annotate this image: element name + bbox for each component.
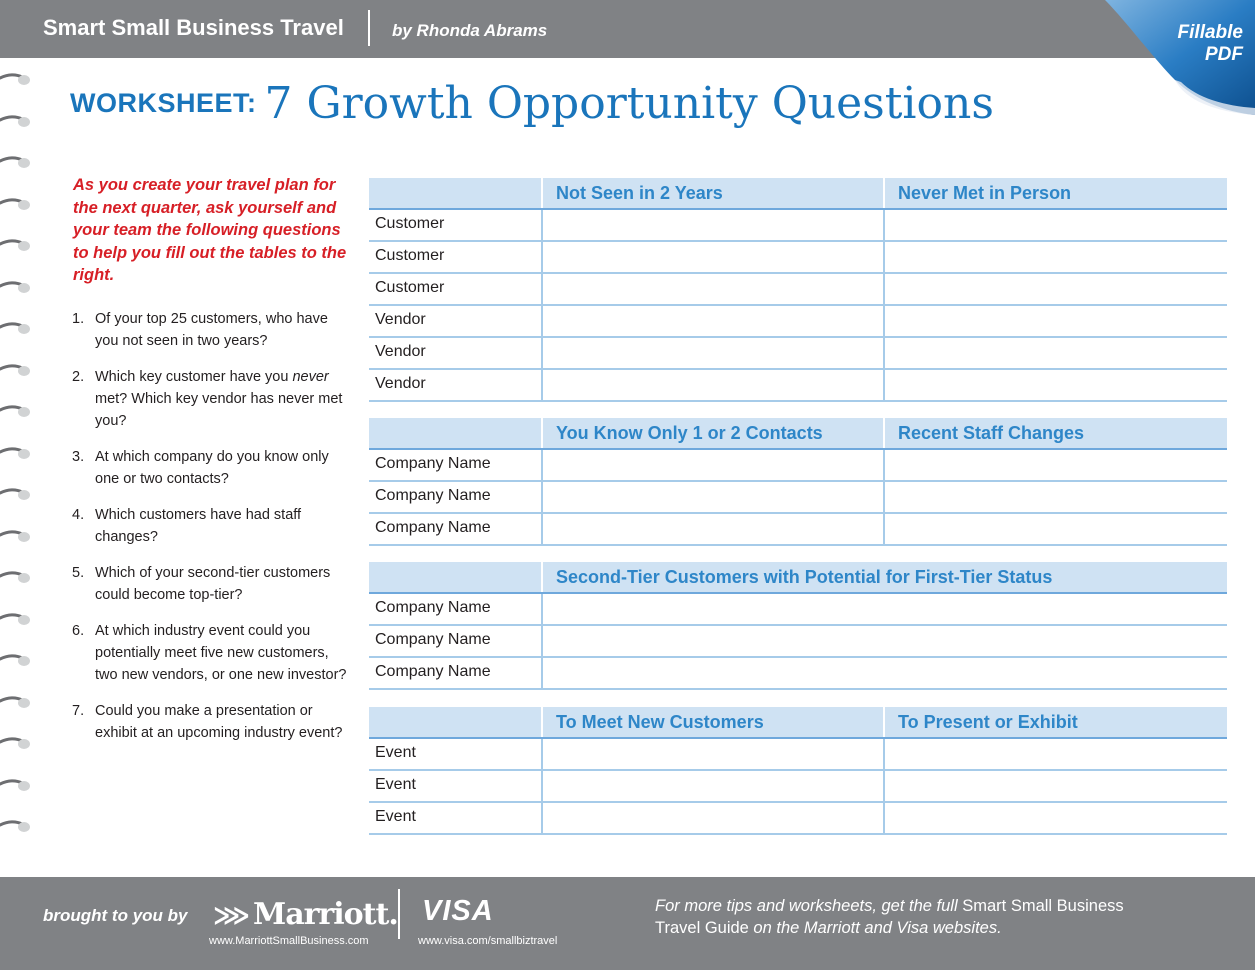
fillable-pdf-badge (1178, 22, 1243, 66)
row-label: Company Name (375, 487, 491, 504)
column-rule (883, 482, 885, 512)
column-rule (883, 771, 885, 801)
column-rule (541, 658, 543, 688)
column-rule (541, 803, 543, 833)
column-header: Recent Staff Changes (898, 423, 1085, 443)
table-row (369, 594, 1227, 626)
table-row (369, 739, 1227, 771)
question-item (72, 366, 347, 432)
table-row (369, 338, 1227, 370)
row-label: Vendor (375, 311, 426, 328)
table-row (369, 482, 1227, 514)
row-label: Event (375, 808, 416, 825)
question-text-post: met? Which key vendor has never met you? (95, 391, 343, 429)
marriott-wordmark: Marriott. (252, 897, 398, 932)
binding-ring-icon (0, 153, 32, 173)
binding-ring-icon (0, 485, 32, 505)
table-row (369, 210, 1227, 242)
binding-ring-icon (0, 112, 32, 132)
question-text: Could you make a presentation or exhibit at an upcoming industry event? (95, 703, 343, 741)
table-row (369, 306, 1227, 338)
footer-note-part3: Travel Guide (655, 919, 749, 937)
question-item (72, 446, 347, 490)
table-header (369, 562, 1227, 594)
question-number: 5. (72, 565, 85, 581)
row-label: Company Name (375, 599, 491, 616)
column-rule (883, 306, 885, 336)
table-second-tier (369, 562, 1227, 690)
footer-note-part2: Smart Small Business (962, 897, 1124, 915)
table-row (369, 242, 1227, 274)
question-emphasis: never (292, 369, 329, 385)
binding-ring-icon (0, 444, 32, 464)
column-rule (883, 210, 885, 240)
column-rule (883, 274, 885, 304)
marriott-logo (213, 897, 398, 932)
row-label: Customer (375, 215, 445, 232)
binding-ring-icon (0, 236, 32, 256)
header-separator (541, 178, 543, 208)
table-customers-vendors (369, 178, 1227, 402)
header-separator (541, 418, 543, 448)
footer-note (655, 895, 1215, 939)
visa-logo: VISA (422, 895, 494, 927)
column-rule (541, 739, 543, 769)
column-header: Never Met in Person (898, 183, 1072, 203)
binding-ring-icon (0, 610, 32, 630)
row-label: Vendor (375, 343, 426, 360)
binding-ring-icon (0, 278, 32, 298)
binding-ring-icon (0, 817, 32, 837)
column-rule (541, 514, 543, 544)
header-divider (368, 10, 370, 46)
table-row (369, 274, 1227, 306)
badge-line1: Fillable (1177, 22, 1243, 43)
column-rule (541, 594, 543, 624)
column-rule (883, 514, 885, 544)
question-number: 4. (72, 507, 85, 523)
question-text: Which customers have had staff changes? (95, 507, 302, 545)
visa-link[interactable]: www.visa.com/smallbiztravel (418, 935, 558, 947)
column-rule (883, 803, 885, 833)
column-rule (541, 306, 543, 336)
column-rule (883, 370, 885, 400)
table-row (369, 370, 1227, 402)
marriott-emblem-icon: ⋙ (213, 901, 249, 931)
column-rule (541, 274, 543, 304)
column-rule (541, 370, 543, 400)
column-header: To Meet New Customers (556, 712, 764, 732)
question-number: 3. (72, 449, 85, 465)
table-row (369, 658, 1227, 690)
header-separator (883, 178, 885, 208)
column-rule (883, 450, 885, 480)
marriott-link[interactable]: www.MarriottSmallBusiness.com (209, 935, 369, 947)
question-text: At which company do you know only one or two contacts? (95, 449, 329, 487)
table-header (369, 418, 1227, 450)
column-rule (883, 739, 885, 769)
question-item (72, 562, 347, 606)
row-label: Company Name (375, 519, 491, 536)
binding-ring-icon (0, 195, 32, 215)
question-text-pre: Which key customer have you (95, 369, 293, 385)
binding-ring-icon (0, 361, 32, 381)
binding-ring-icon (0, 568, 32, 588)
column-header: You Know Only 1 or 2 Contacts (556, 423, 823, 443)
row-label: Company Name (375, 455, 491, 472)
binding-ring-icon (0, 776, 32, 796)
column-rule (541, 338, 543, 368)
row-label: Company Name (375, 631, 491, 648)
question-number: 2. (72, 369, 85, 385)
row-label: Event (375, 776, 416, 793)
binding-ring-icon (0, 734, 32, 754)
binding-ring-icon (0, 319, 32, 339)
table-header (369, 707, 1227, 739)
binding-ring-icon (0, 693, 32, 713)
row-label: Event (375, 744, 416, 761)
question-number: 1. (72, 311, 85, 327)
table-events (369, 707, 1227, 835)
badge-line2: PDF (1205, 44, 1243, 65)
row-label: Vendor (375, 375, 426, 392)
table-row (369, 514, 1227, 546)
column-header: Not Seen in 2 Years (556, 183, 723, 203)
row-label: Customer (375, 247, 445, 264)
binding-ring-icon (0, 402, 32, 422)
question-text: Of your top 25 customers, who have you not seen in two years? (95, 311, 328, 349)
table-header (369, 178, 1227, 210)
table-row (369, 450, 1227, 482)
table-row (369, 771, 1227, 803)
author-byline: by Rhonda Abrams (392, 21, 548, 40)
spiral-binding (0, 70, 40, 850)
brought-to-you-text: brought to you by (43, 906, 188, 925)
column-rule (541, 626, 543, 656)
column-rule (541, 771, 543, 801)
column-rule (541, 450, 543, 480)
question-item (72, 504, 347, 548)
column-rule (883, 338, 885, 368)
binding-ring-icon (0, 527, 32, 547)
header-separator (883, 418, 885, 448)
column-rule (541, 210, 543, 240)
footer-bar (0, 877, 1255, 970)
footer-note-part4: on the Marriott and Visa websites. (748, 919, 1002, 937)
title-prefix: WORKSHEET: (70, 88, 257, 118)
question-number: 6. (72, 623, 85, 639)
question-item (72, 700, 347, 744)
title-main: 7 Growth Opportunity Questions (264, 78, 994, 129)
header-separator (541, 562, 543, 592)
row-label: Customer (375, 279, 445, 296)
table-row (369, 626, 1227, 658)
binding-ring-icon (0, 70, 32, 90)
question-number: 7. (72, 703, 85, 719)
binding-ring-icon (0, 651, 32, 671)
header-bar (0, 0, 1255, 58)
row-label: Company Name (375, 663, 491, 680)
intro-text: As you create your travel plan for the next quarter, ask yourself and your team the following questions to help you fill out the tables to the right. (73, 176, 347, 284)
table-row (369, 803, 1227, 835)
table-contacts-staff (369, 418, 1227, 546)
column-rule (541, 242, 543, 272)
page-title (70, 78, 994, 129)
column-rule (883, 242, 885, 272)
footer-divider (398, 889, 400, 939)
column-header: To Present or Exhibit (898, 712, 1078, 732)
question-list (72, 308, 347, 758)
question-item (72, 620, 347, 686)
column-rule (541, 482, 543, 512)
header-separator (541, 707, 543, 737)
header-separator (883, 707, 885, 737)
question-text: Which of your second-tier customers could become top-tier? (95, 565, 331, 603)
brand-title: Smart Small Business Travel (43, 15, 344, 40)
column-header: Second-Tier Customers with Potential for First-Tier Status (556, 567, 1053, 587)
footer-note-part1: For more tips and worksheets, get the full (655, 897, 963, 915)
question-item (72, 308, 347, 352)
question-text: At which industry event could you potentially meet five new customers, two new vendors, or one new investor? (95, 623, 347, 683)
